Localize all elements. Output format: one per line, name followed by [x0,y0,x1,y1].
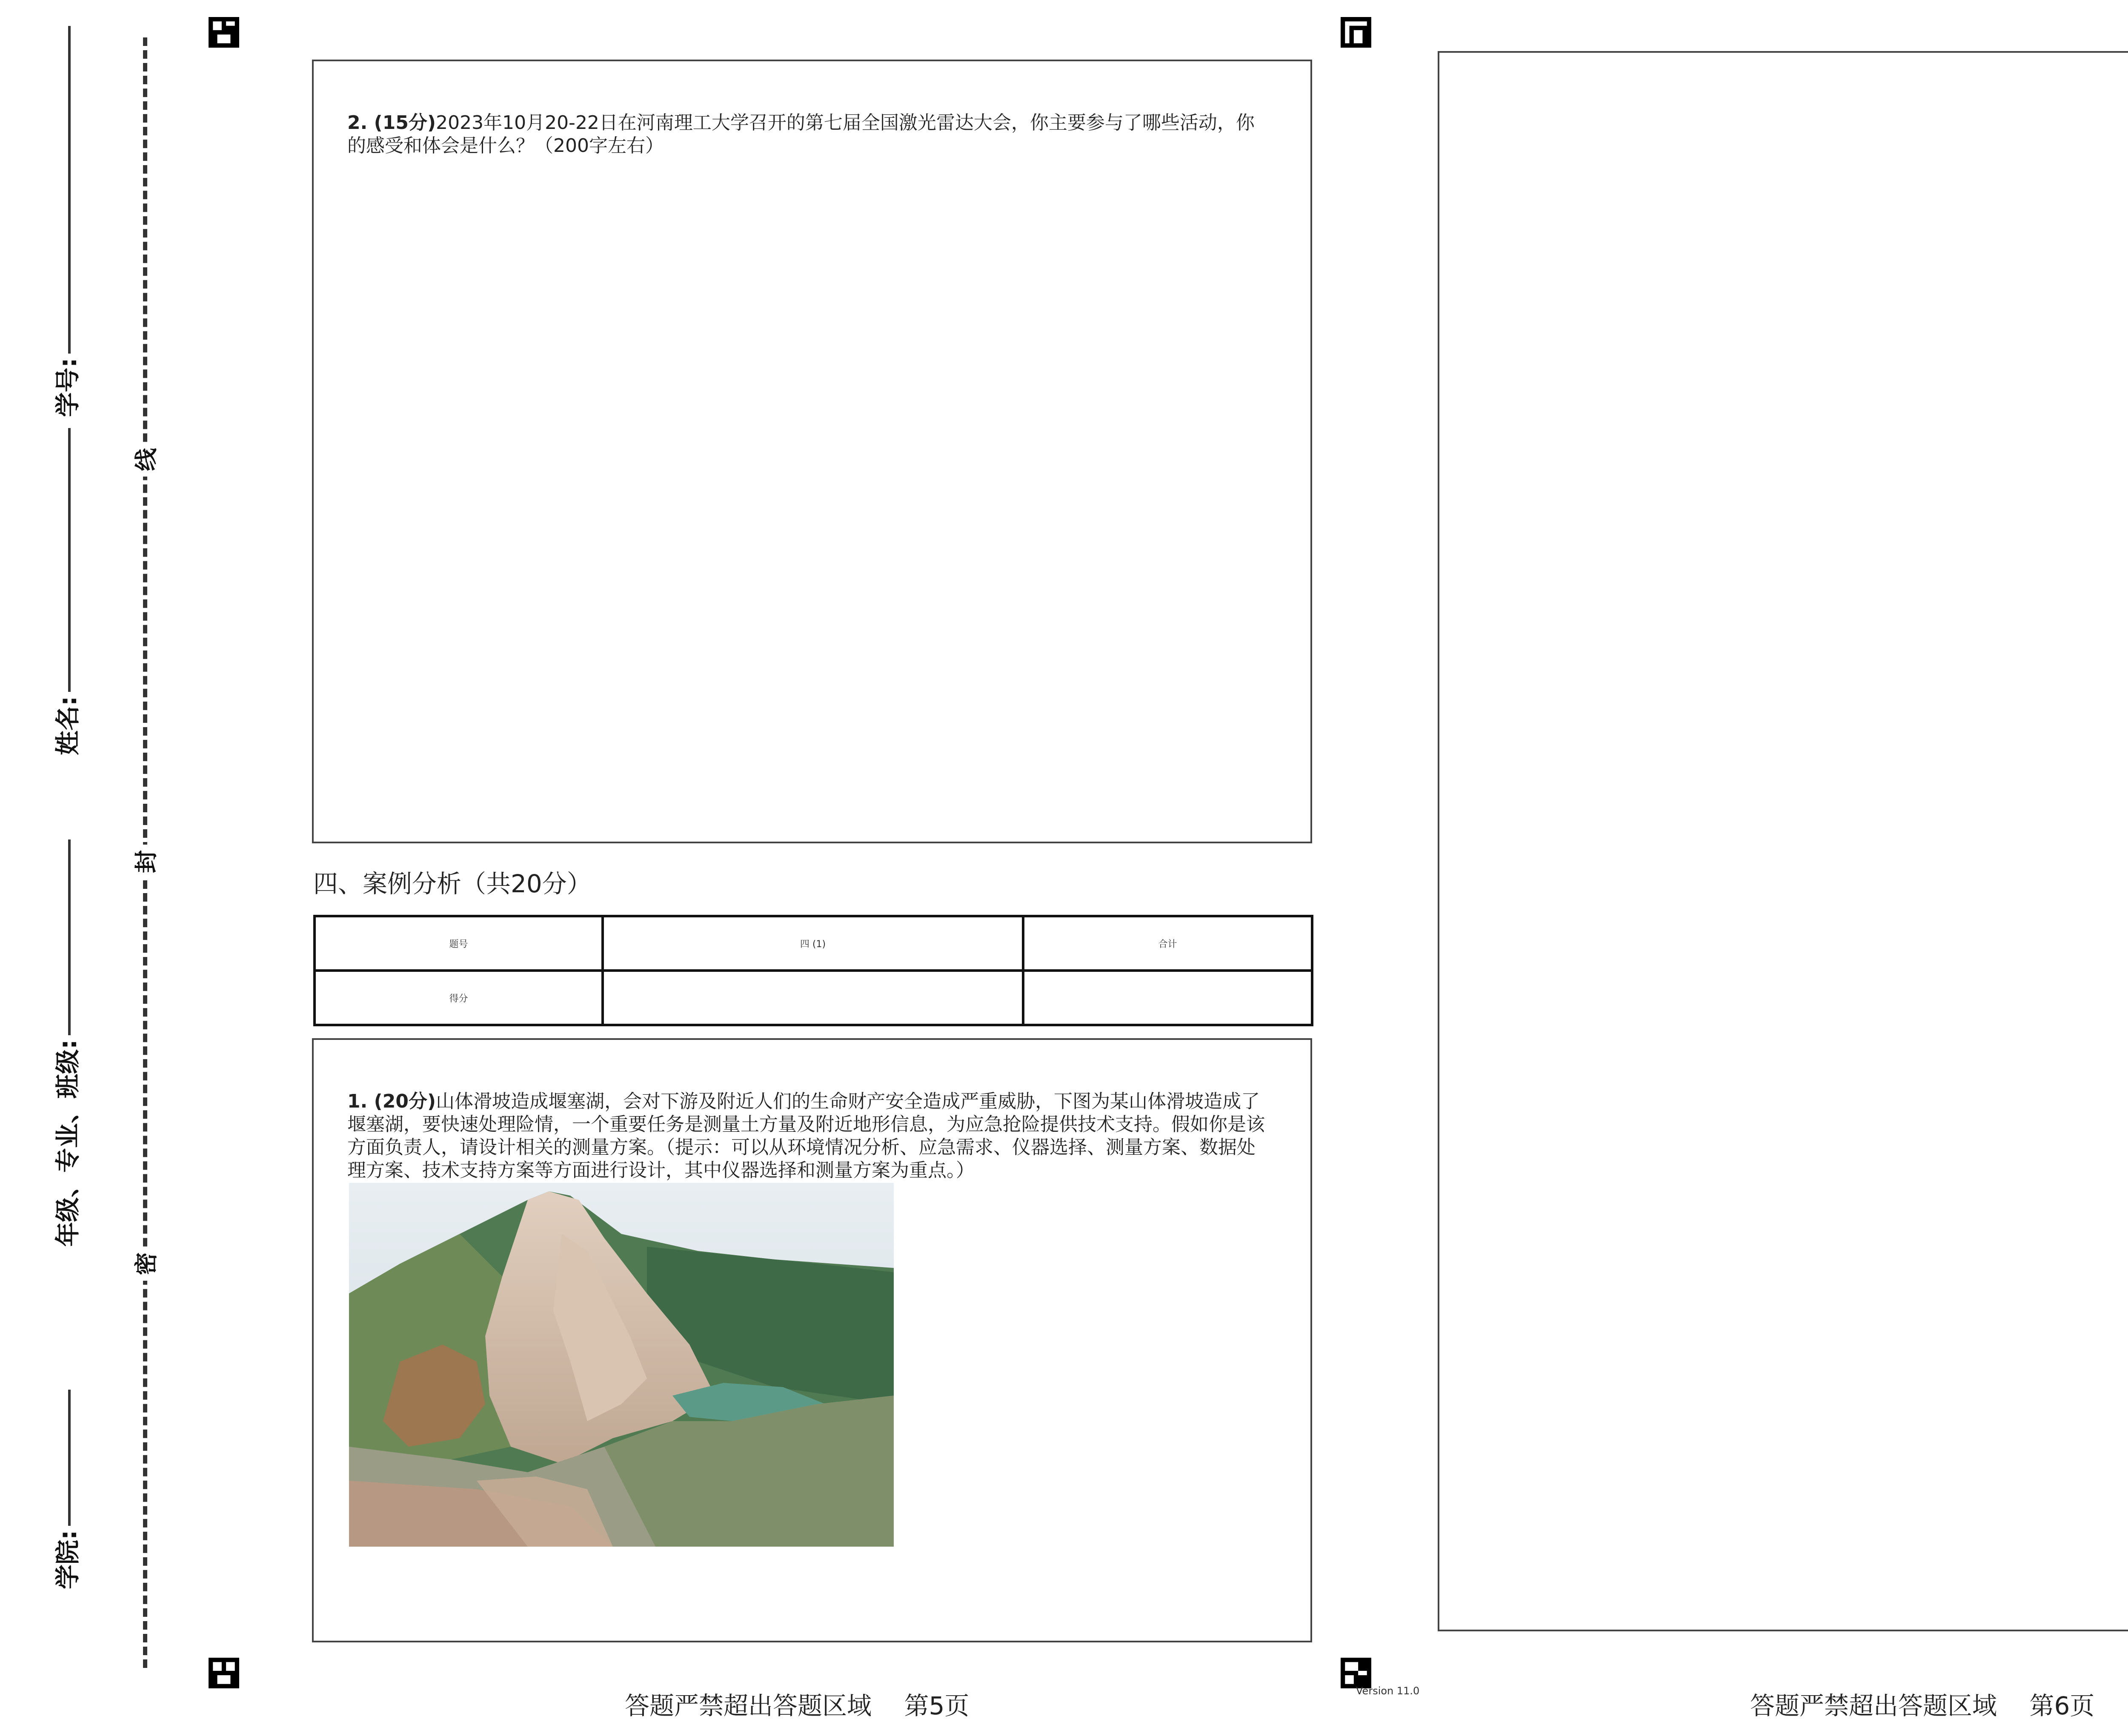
question-1-number: 1. (20分) [347,1091,436,1112]
landslide-photo [349,1183,894,1547]
college-label: 学院: [53,1530,82,1589]
alignment-marker-bottom-center [1341,1658,1371,1688]
score-table-row-label: 得分 [315,971,603,1025]
page-6-answer-box[interactable] [1438,51,2128,1631]
student-id-label: 学号: [53,357,82,417]
seal-char-mi: 密 [134,1247,158,1281]
seal-char-xian: 线 [134,443,158,477]
question-1-text [347,1090,1267,1182]
question-2-number: 2. (15分) [347,112,436,134]
score-table-header-cell: 题号 [315,916,603,971]
alignment-marker-bottom-left [209,1658,239,1688]
score-table-score-row [315,971,1312,1025]
name-line[interactable] [68,428,71,692]
grade-major-class-label: 年级、专业、班级: [53,1039,82,1247]
name-field [48,428,83,755]
seal-char-feng: 封 [134,845,158,879]
grade-major-class-field [48,839,83,1247]
version-label: Version 11.0 [1356,1685,1420,1697]
student-id-line[interactable] [68,26,71,354]
question-2-body: 2023年10月20-22日在河南理工大学召开的第七届全国激光雷达大会，你主要参与了哪些活动，你的感受和体会是什么？（200字左右） [347,112,1255,157]
alignment-marker-top-left [209,17,239,48]
student-id-field [48,26,83,417]
college-field [48,1390,83,1589]
question-2-text [347,111,1267,157]
page-6-footer: 答题严禁超出答题区域 第6页 [1750,1691,2095,1720]
score-cell-question-1[interactable] [603,971,1023,1025]
alignment-marker-top-center [1341,17,1371,48]
section-title: 四、案例分析（共20分） [313,869,592,898]
score-table-header-cell: 合计 [1023,916,1312,971]
score-table-header-row [315,916,1312,971]
college-line[interactable] [68,1390,71,1526]
score-cell-total[interactable] [1023,971,1312,1025]
question-1-body: 山体滑坡造成堰塞湖，会对下游及附近人们的生命财产安全造成严重威胁，下图为某山体滑坡造成了堰塞湖，要快速处理险情，一个重要任务是测量土方量及附近地形信息，为应急抢险提供技术支持。假如你是该方面负责人，请设计相关的测量方案。（提示：可以从环境情况分析、应急需求、仪器选择、测量方案、数据处理方案、技术支持方案等方面进行设计，其中仪器选择和测量方案为重点。） [347,1091,1265,1181]
question-2-answer-box[interactable] [312,60,1312,843]
score-table [313,915,1313,1026]
score-table-header-cell: 四 (1) [603,916,1023,971]
grade-major-class-line[interactable] [68,839,71,1035]
page-5-footer: 答题严禁超出答题区域 第5页 [625,1691,970,1720]
name-label: 姓名: [53,696,82,755]
